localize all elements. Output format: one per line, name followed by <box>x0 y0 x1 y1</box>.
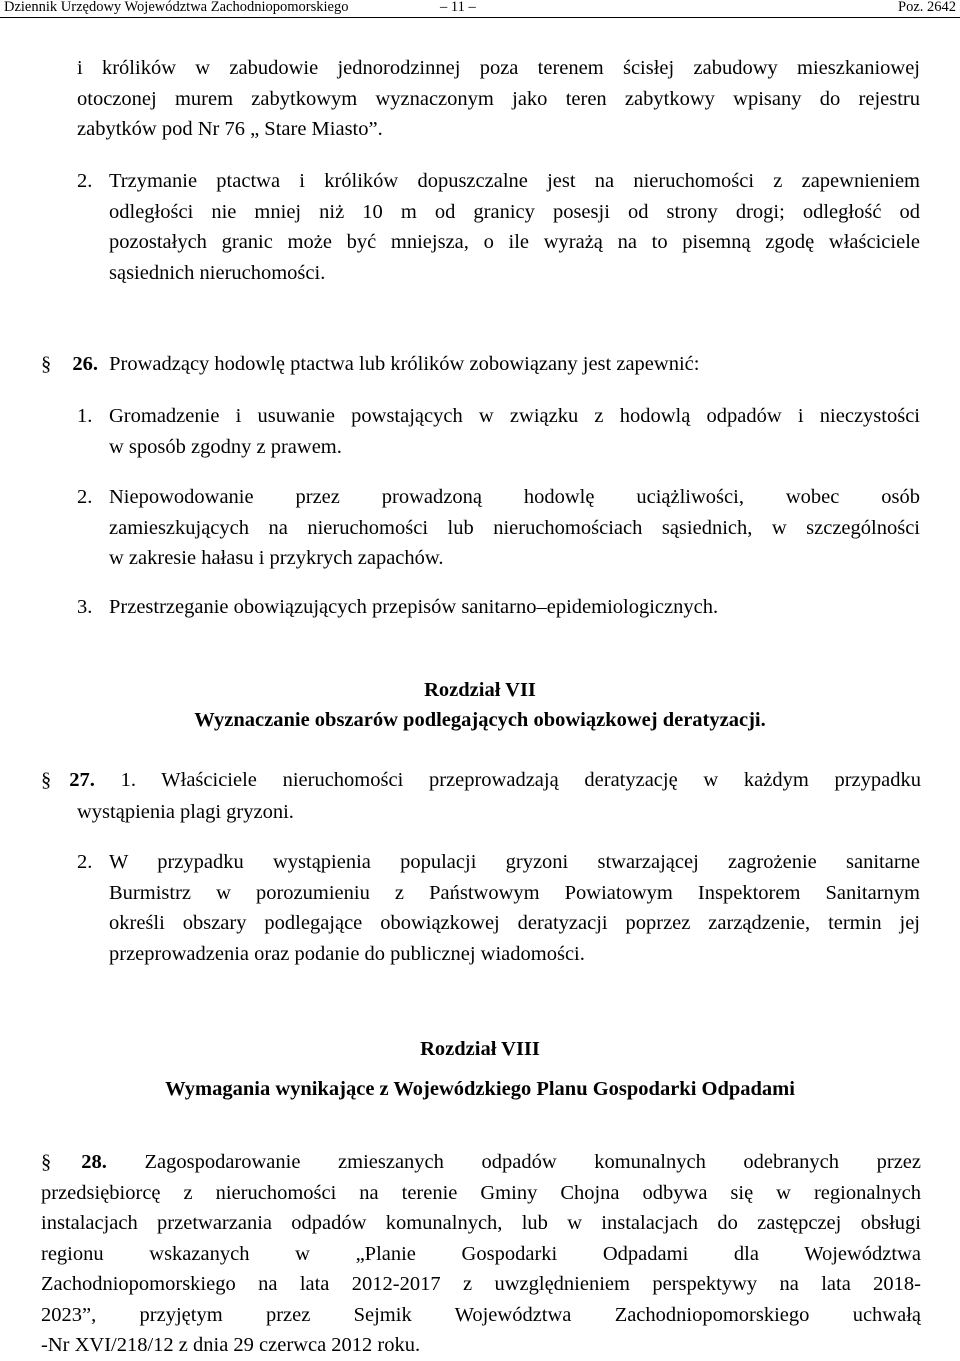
section-27-item-1-cont <box>77 797 920 828</box>
section-sign: § <box>41 769 52 791</box>
item-number: 2. <box>77 486 93 508</box>
section-number: 28. <box>81 1151 107 1173</box>
section-number: 26. <box>72 353 98 375</box>
section-26-heading <box>41 349 921 380</box>
item-number: 1. <box>120 769 136 791</box>
item-25-2-text <box>109 166 920 288</box>
text-line: Właściciele nieruchomości przeprowadzają deratyzację w każdym przypadku <box>161 769 922 791</box>
text-line: określi obszary podlegające obowiązkowej deratyzacji poprzez zarządzenie, termin jej <box>109 912 920 934</box>
section-28 <box>41 1147 921 1361</box>
text-line: Gromadzenie i usuwanie powstających w związku z hodowlą odpadów i nieczystości <box>109 405 920 427</box>
item-number: 1. <box>77 405 93 427</box>
text-line: regionu wskazanych w „Planie Gospodarki Odpadami dla Województwa <box>41 1242 921 1265</box>
chapter-title: Rozdział VIII <box>420 1038 540 1060</box>
section-sign: § <box>41 1151 52 1173</box>
text-line: instalacjach przetwarzania odpadów komunalnych, lub w instalacjach do zastępczej obsługi <box>41 1212 921 1234</box>
section-number: 27. <box>69 769 95 791</box>
text-line: W przypadku wystąpienia populacji gryzoni stwarzającej zagrożenie sanitarne <box>109 851 920 873</box>
section-26-item-3 <box>109 592 920 623</box>
text-line: Trzymanie ptactwa i królików dopuszczalne jest na nieruchomości z zapewnieniem <box>109 170 920 192</box>
text-line: otoczonej murem zabytkowym wyznaczonym jako teren zabytkowy wpisany do rejestru <box>77 87 920 110</box>
text-line: Burmistrz w porozumieniu z Państwowym Powiatowym Inspektorem Sanitarnym <box>109 881 920 904</box>
text-line: Zagospodarowanie zmieszanych odpadów komunalnych odebranych przez <box>144 1151 921 1173</box>
text-line: w zakresie hałasu i przykrych zapachów. <box>109 547 444 569</box>
text-line: zamieszkujących na nieruchomości lub nieruchomościach sąsiednich, w szczególności <box>109 516 920 539</box>
section-sign: § <box>41 353 52 375</box>
section-26-item-2 <box>109 482 920 574</box>
text-line: i królików w zabudowie jednorodzinnej poza terenem ścisłej zabudowy mieszkaniowej <box>77 57 920 79</box>
text-line: Zachodniopomorskiego na lata 2012-2017 z uwzględnieniem perspektywy na lata 2018- <box>41 1273 921 1295</box>
text-line: 2023”, przyjętym przez Sejmik Województwa Zachodniopomorskiego uchwałą <box>41 1303 921 1326</box>
section-26-item-1 <box>109 401 920 462</box>
item-number: 2. <box>77 170 93 192</box>
text-line: -Nr XVI/218/12 z dnia 29 czerwca 2012 roku. <box>41 1334 421 1356</box>
item-number: 2. <box>77 851 93 873</box>
chapter-title: Rozdział VII <box>424 679 536 701</box>
text-line: przedsiębiorcę z nieruchomości na terenie Gminy Chojna odbywa się w regionalnych <box>41 1181 921 1204</box>
section-27-item-2 <box>109 847 920 969</box>
continuation-paragraph <box>77 53 920 145</box>
page-number: – 11 – <box>440 0 476 15</box>
text-line: wystąpienia plagi gryzoni. <box>77 801 294 823</box>
text-line: w sposób zgodny z prawem. <box>109 435 342 458</box>
header-rule <box>0 17 960 18</box>
chapter-subtitle: Wyznaczanie obszarów podlegających obowiązkowej deratyzacji. <box>194 709 766 731</box>
text-line: zabytków pod Nr 76 „ Stare Miasto”. <box>77 118 383 140</box>
chapter-subtitle: Wymagania wynikające z Wojewódzkiego Planu Gospodarki Odpadami <box>165 1078 795 1100</box>
text-line: przeprowadzenia oraz podanie do publicznej wiadomości. <box>109 942 585 965</box>
page-header <box>0 0 960 22</box>
item-number: 3. <box>77 596 93 618</box>
text-line: pozostałych granic może być mniejsza, o ile wyrażą na to pisemną zgodę właściciele <box>109 231 920 253</box>
position-number: Poz. 2642 <box>898 0 956 15</box>
text-line: sąsiednich nieruchomości. <box>109 261 326 284</box>
section-27 <box>41 765 921 796</box>
text-line: Przestrzeganie obowiązujących przepisów sanitarno–epidemiologicznych. <box>109 596 719 618</box>
text-line: odległości nie mniej niż 10 m od granicy posesji od strony drogi; odległość od <box>109 200 920 223</box>
section-text: Prowadzący hodowlę ptactwa lub królików zobowiązany jest zapewnić: <box>109 353 700 375</box>
journal-title: Dziennik Urzędowy Województwa Zachodniopomorskiego <box>4 0 349 15</box>
text-line: Niepowodowanie przez prowadzoną hodowlę uciążliwości, wobec osób <box>109 486 920 508</box>
